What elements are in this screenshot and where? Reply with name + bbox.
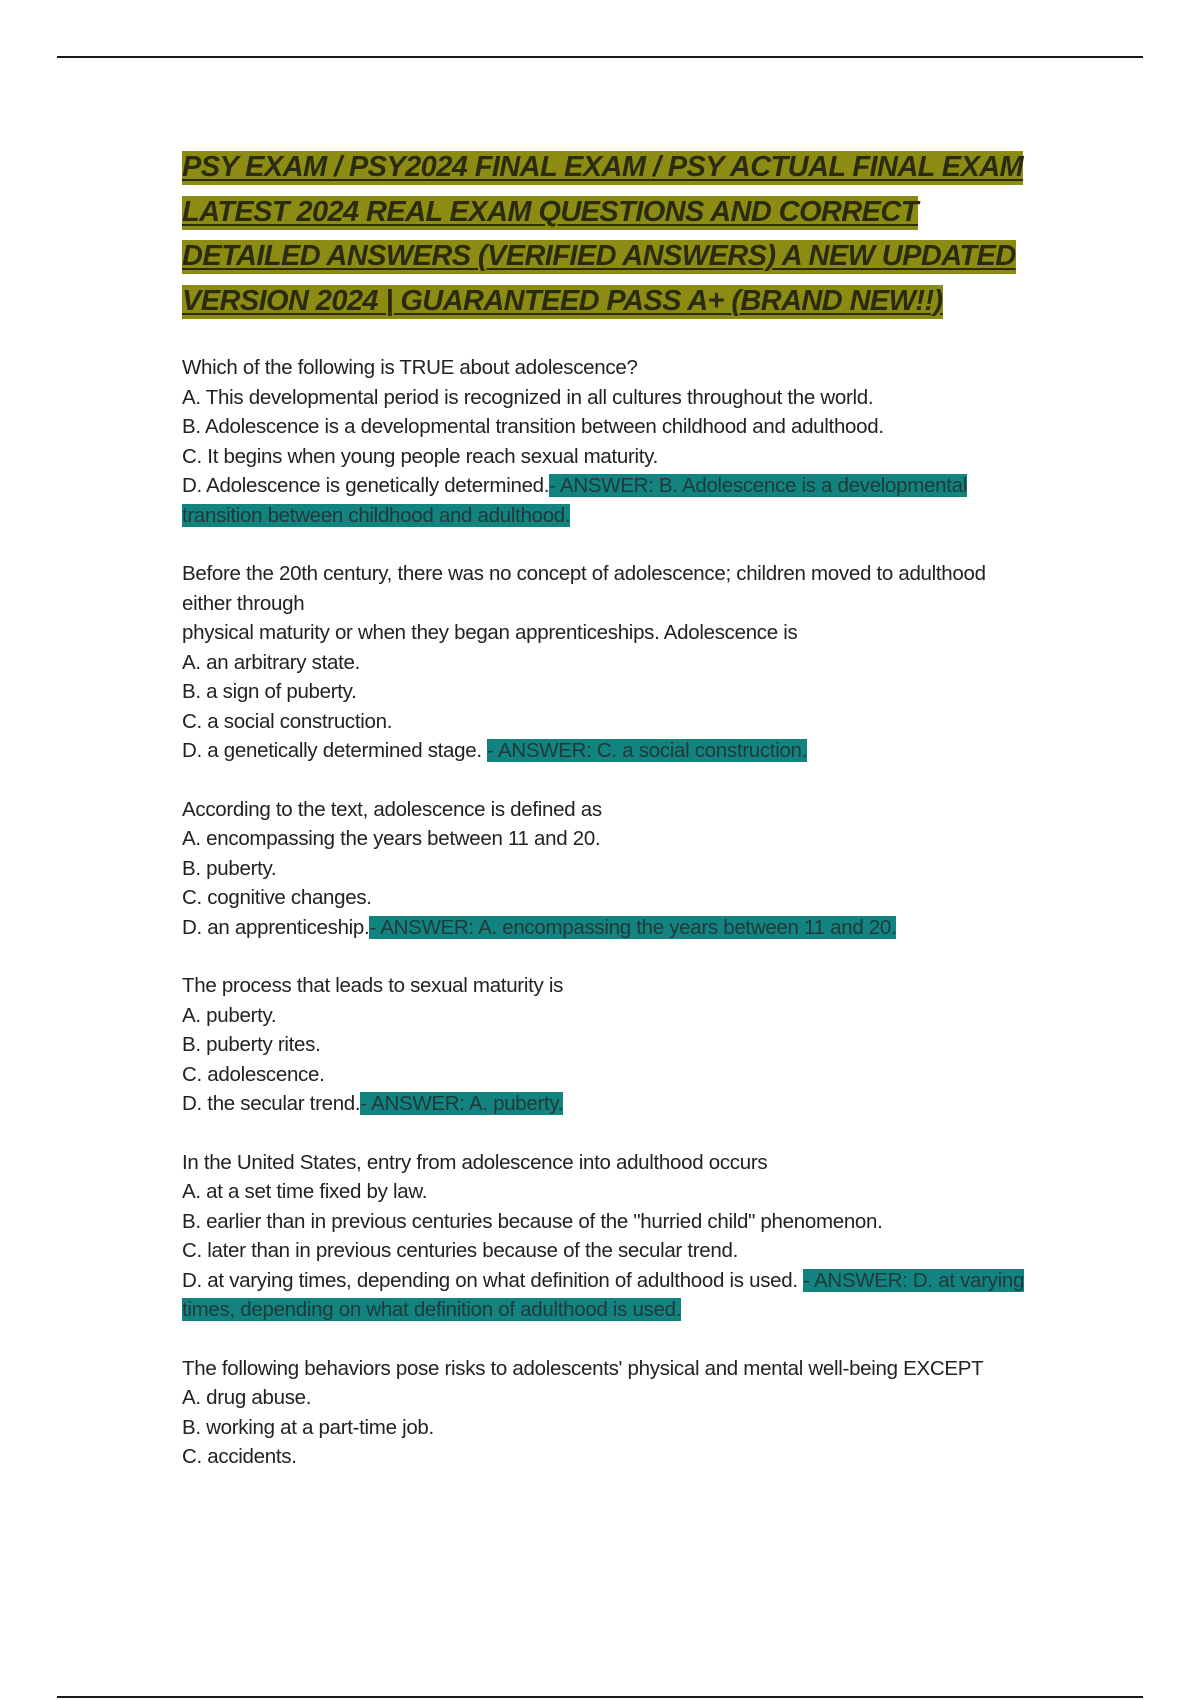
option-d: D. at varying times, depending on what definition of adulthood is used. — [182, 1268, 798, 1292]
option-b: B. Adolescence is a developmental transition between childhood and adulthood. — [182, 415, 884, 438]
option-c: C. accidents. — [182, 1445, 297, 1468]
option-b: B. a sign of puberty. — [182, 680, 357, 703]
question-stem-line-1: Before the 20th century, there was no concept of adolescence; children moved to adulthood either through — [182, 562, 986, 615]
question-6 — [182, 1354, 1032, 1472]
document-title — [182, 145, 1032, 323]
option-d: D. Adolescence is genetically determined. — [182, 474, 550, 497]
answer-highlight: - ANSWER: B. Adolescence is a developmental transition between childhood and adulthood. — [182, 474, 967, 527]
option-a: A. puberty. — [182, 1003, 277, 1027]
question-5 — [182, 1148, 1032, 1325]
option-c: C. a social construction. — [182, 709, 393, 733]
question-stem: The process that leads to sexual maturity is — [182, 974, 564, 997]
answer-highlight: - ANSWER: A. encompassing the years between 11 and 20. — [369, 915, 897, 939]
option-c: C. cognitive changes. — [182, 886, 372, 909]
question-4 — [182, 971, 1032, 1119]
answer-highlight: - ANSWER: D. at varying times, depending on what definition of adulthood is used. — [182, 1268, 1025, 1321]
footer-rule — [57, 1696, 1143, 1698]
option-a: A. drug abuse. — [182, 1386, 312, 1409]
answer-highlight: - ANSWER: A. puberty. — [360, 1092, 564, 1115]
option-d-with-answer — [182, 913, 1032, 943]
question-stem-line-2: physical maturity or when they began apprenticeships. Adolescence is — [182, 621, 798, 644]
question-stem: The following behaviors pose risks to adolescents' physical and mental well-being EXCEPT — [182, 1356, 984, 1380]
header-rule — [57, 56, 1143, 58]
question-stem: In the United States, entry from adolescence into adulthood occurs — [182, 1150, 768, 1174]
option-a: A. This developmental period is recognized in all cultures throughout the world. — [182, 385, 874, 409]
option-a: A. encompassing the years between 11 and 20. — [182, 827, 601, 850]
option-d: D. the secular trend. — [182, 1092, 361, 1115]
option-d: D. a genetically determined stage. — [182, 739, 482, 762]
title-highlight: PSY EXAM / PSY2024 FINAL EXAM / PSY ACTUAL FINAL EXAM LATEST 2024 REAL EXAM QUESTIONS AND CORRECT DETAILED ANSWERS (VERIFIED ANSWERS) A NEW UPDATED VERSION 2024 | GUARANTEED PASS A+ (BRAND NEW!!) — [182, 151, 1024, 317]
question-3 — [182, 795, 1032, 943]
option-b: B. puberty rites. — [182, 1033, 321, 1056]
question-stem: According to the text, adolescence is defined as — [182, 797, 602, 821]
answer-highlight: - ANSWER: C. a social construction. — [487, 739, 808, 762]
option-d-with-answer — [182, 736, 1032, 766]
question-stem: Which of the following is TRUE about adolescence? — [182, 356, 638, 379]
option-b: B. earlier than in previous centuries because of the "hurried child" phenomenon. — [182, 1209, 883, 1233]
option-c: C. adolescence. — [182, 1062, 325, 1086]
question-2 — [182, 559, 1032, 766]
option-c: C. later than in previous centuries because of the secular trend. — [182, 1239, 738, 1262]
option-b: B. puberty. — [182, 856, 277, 880]
option-a: A. an arbitrary state. — [182, 650, 360, 674]
option-d-with-answer — [182, 471, 1032, 530]
question-1 — [182, 353, 1032, 530]
option-a: A. at a set time fixed by law. — [182, 1180, 428, 1203]
option-d-with-answer — [182, 1089, 1032, 1119]
option-d: D. an apprenticeship. — [182, 915, 370, 939]
document-body — [182, 145, 1032, 1501]
option-d-with-answer — [182, 1266, 1032, 1325]
option-c: C. It begins when young people reach sexual maturity. — [182, 444, 659, 468]
option-b: B. working at a part-time job. — [182, 1415, 434, 1439]
